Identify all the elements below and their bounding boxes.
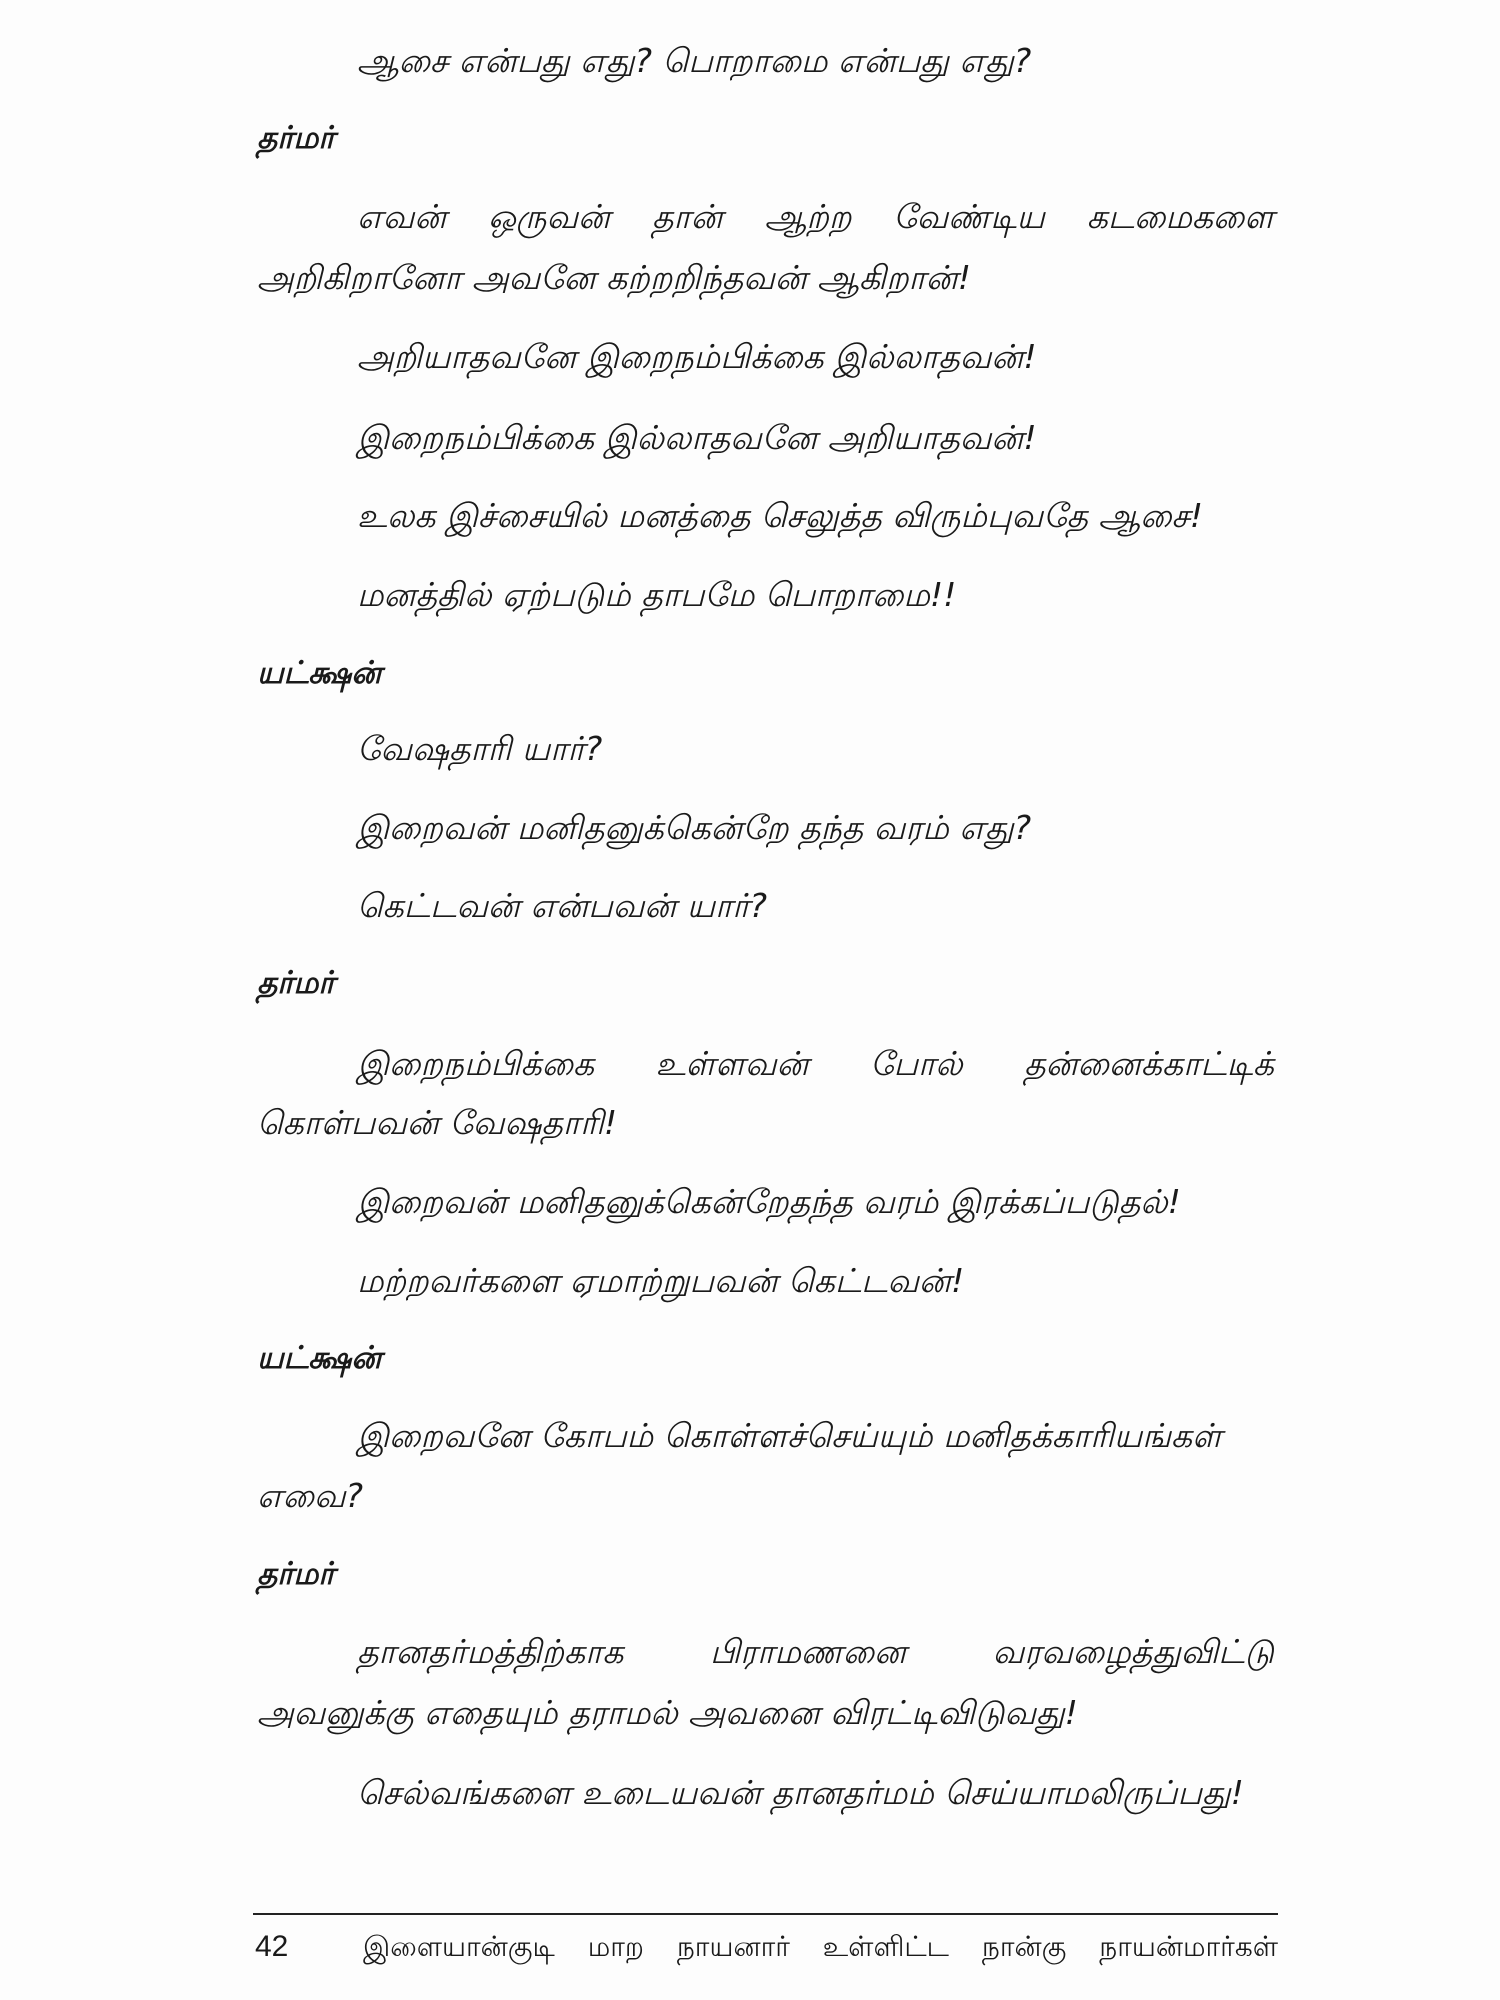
speaker-name: தர்மர் (257, 120, 335, 156)
dialogue-line: உலக இச்சையில் மனத்தை செலுத்த விரும்புவதே ஆசை! (357, 496, 1203, 535)
page-number: 42 (255, 1930, 289, 1963)
speaker-name: தர்மர் (257, 965, 335, 1001)
dialogue-line: வேஷதாரி யார்? (357, 729, 603, 768)
dialogue-line: கெட்டவன் என்பவன் யார்? (357, 886, 768, 925)
dialogue-line: தானதர்மத்திற்காக பிராமணனை வரவழைத்துவிட்டு (357, 1632, 1274, 1671)
speaker-name: யட்க்ஷன் (257, 655, 382, 691)
dialogue-line: இறைநம்பிக்கை உள்ளவன் போல் தன்னைக்காட்டிக் (357, 1044, 1274, 1083)
dialogue-line: இறைவனே கோபம் கொள்ளச்செய்யும் மனிதக்காரியங்கள் (357, 1416, 1222, 1455)
dialogue-line: இறைநம்பிக்கை இல்லாதவனே அறியாதவன்! (357, 418, 1037, 457)
speaker-name: தர்மர் (257, 1556, 335, 1592)
dialogue-line: ஆசை என்பது எது? பொறாமை என்பது எது? (357, 41, 1032, 80)
running-title: இளையான்குடி மாற நாயனார் உள்ளிட்ட நான்கு நாயன்மார்கள் (363, 1930, 1278, 1963)
dialogue-line: மற்றவர்களை ஏமாற்றுபவன் கெட்டவன்! (357, 1261, 965, 1300)
dialogue-line: எவன் ஒருவன் தான் ஆற்ற வேண்டிய கடமைகளை (357, 197, 1274, 236)
dialogue-line: அவனுக்கு எதையும் தராமல் அவனை விரட்டிவிடுவது! (257, 1693, 1078, 1732)
dialogue-line: செல்வங்களை உடையவன் தானதர்மம் செய்யாமலிருப்பது! (357, 1773, 1244, 1812)
dialogue-line: இறைவன் மனிதனுக்கென்றேதந்த வரம் இரக்கப்படுதல்! (357, 1182, 1181, 1221)
dialogue-line: எவை? (257, 1476, 364, 1515)
dialogue-line: கொள்பவன் வேஷதாரி! (257, 1103, 618, 1142)
dialogue-line: அறியாதவனே இறைநம்பிக்கை இல்லாதவன்! (357, 337, 1037, 376)
dialogue-line: அறிகிறானோ அவனே கற்றறிந்தவன் ஆகிறான்! (257, 258, 972, 297)
footer-rule (253, 1913, 1278, 1915)
dialogue-line: இறைவன் மனிதனுக்கென்றே தந்த வரம் எது? (357, 808, 1032, 847)
dialogue-line: மனத்தில் ஏற்படும் தாபமே பொறாமை!! (357, 575, 957, 614)
speaker-name: யட்க்ஷன் (257, 1340, 382, 1376)
